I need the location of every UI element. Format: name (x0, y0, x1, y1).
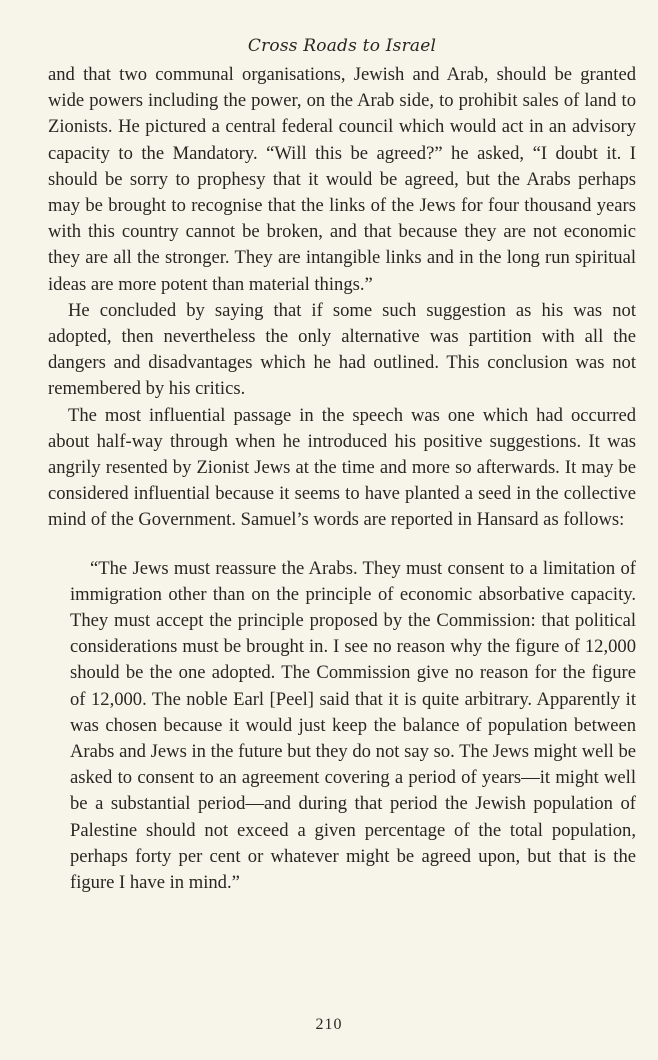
running-head: Cross Roads to Israel (247, 36, 437, 56)
paragraph-continued: and that two communal organisations, Jewish and Arab, should be granted wide powers including the power, on the Arab side, to prohibit sales of land to Zionists. He pictured a central federal council which would act in an advisory capacity to the Mandatory. “Will this be agreed?” he asked, “I doubt it. I should be sorry to prophesy that it would be agreed, but the Arabs perhaps may be brought to recognise that the links of the Jews for four thousand years with this country cannot be broken, and that because they are not economic they are all the stronger. They are intangible links and in the long run spiritual ideas are more potent than material things.” (48, 64, 636, 295)
page-number: 210 (315, 1016, 343, 1033)
paragraph-conclusion: He concluded by saying that if some such suggestion as his was not adopted, then nevertheless the only alternative was partition with all the dangers and disadvantages which he had outlined. This conclusion was not remembered by his critics. (48, 299, 636, 400)
body-text (48, 62, 636, 896)
block-quote-hansard: “The Jews must reassure the Arabs. They must consent to a limitation of immigration other than on the principle of economic absorbative capacity. They must accept the principle proposed by the Commission: that political considerations must be brought in. I see no reason why the figure of 12,000 should be the one adopted. The Commission give no reason for the figure of 12,000. The noble Earl [Peel] said that it is quite arbitrary. Apparently it was chosen because it would just keep the balance of population between Arabs and Jews in the future but they do not say so. The Jews might well be asked to consent to an agreement covering a period of years—it might well be a substantial period—and during that period the Jewish population of Palestine should not exceed a given percentage of the total population, perhaps forty per cent or whatever might be agreed upon, but that is the figure I have in mind.” (70, 557, 636, 894)
paragraph-influential-passage: The most influential passage in the speech was one which had occurred about half-way through when he introduced his positive suggestions. It was angrily resented by Zionist Jews at the time and more so afterwards. It may be considered influential because it seems to have planted a seed in the collective mind of the Government. Samuel’s words are reported in Hansard as follows: (48, 404, 636, 531)
